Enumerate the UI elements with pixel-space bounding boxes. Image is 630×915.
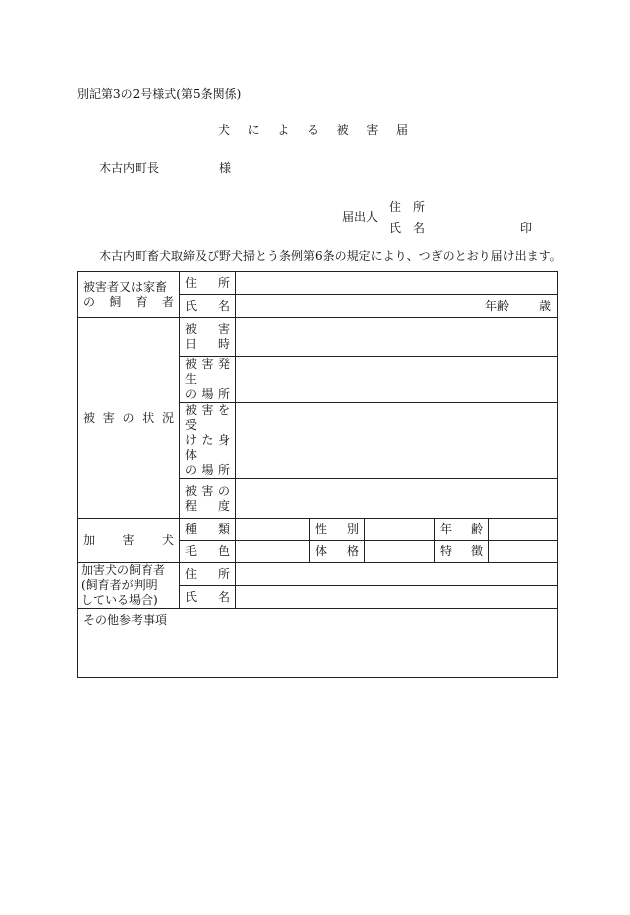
dog-color-label: 毛 色: [185, 544, 230, 558]
notifier-name-text: 氏 名: [389, 221, 425, 235]
victim-address-field[interactable]: [236, 272, 558, 295]
dog-build-field[interactable]: [365, 541, 435, 563]
damage-degree-field[interactable]: [236, 479, 558, 519]
victim-address-label: 住 所: [185, 275, 230, 290]
victim-age-label: 年齢: [485, 299, 510, 313]
victim-owner-label-line2: の 飼 育 者: [83, 294, 174, 309]
damage-body-label-line3: の 場 所: [185, 463, 230, 477]
dog-features-label: 特 徴: [440, 544, 483, 558]
dog-owner-name-label: 氏 名: [185, 589, 230, 604]
dog-owner-label-line3: している場合): [81, 593, 158, 607]
dog-owner-label-line1: 加害犬の飼育者: [81, 563, 166, 577]
honorific: 様: [219, 161, 232, 175]
victim-address-label-cell: [180, 272, 236, 295]
damage-degree-label-line1: 被 害 の: [185, 483, 230, 498]
damage-body-label-cell: [180, 403, 236, 479]
damage-body-label-line1: 被害を受: [185, 403, 230, 432]
damage-place-label-cell: [180, 357, 236, 403]
dog-breed-label-cell: [180, 519, 236, 541]
victim-name-label-cell: [180, 295, 236, 318]
form-title: [218, 123, 408, 137]
victim-name-label: 氏 名: [185, 298, 230, 313]
statement: 木古内町畜犬取締及び野犬掃とう条例第6条の規定により、つぎのとおり届け出ます。: [99, 249, 562, 263]
dog-owner-name-label-cell: [180, 586, 236, 609]
seal-label: 印: [520, 221, 533, 235]
notifier-address-text: 住 所: [389, 200, 425, 214]
dog-owner-address-row: [78, 563, 558, 586]
damage-date-field[interactable]: [236, 318, 558, 357]
damage-place-label-line2: の 場 所: [185, 387, 230, 401]
dog-age-label-cell: [435, 519, 489, 541]
dog-color-field[interactable]: [236, 541, 310, 563]
damage-date-label-line2: 日 時: [185, 337, 230, 351]
dog-age-field[interactable]: [489, 519, 558, 541]
dog-color-label-cell: [180, 541, 236, 563]
dog-sex-field[interactable]: [365, 519, 435, 541]
notifier-name-label: [389, 221, 425, 235]
victim-owner-label-line1: 被害者又は家畜: [83, 279, 168, 294]
notifier-label: 届出人: [342, 210, 379, 224]
damage-date-label-line1: 被 害: [185, 322, 230, 336]
victim-name-field[interactable]: [236, 295, 558, 318]
victim-age-unit: 歳: [539, 299, 552, 313]
dog-build-label-cell: [310, 541, 365, 563]
dog-row-1: [78, 519, 558, 541]
dog-owner-address-label: 住 所: [185, 566, 230, 581]
dog-owner-label-line2: (飼育者が判明: [81, 578, 158, 592]
victim-owner-label: [78, 272, 180, 318]
damage-status-label: [78, 318, 180, 519]
notifier-address-label: [389, 200, 425, 214]
dog-breed-label: 種 類: [185, 522, 230, 536]
dog-owner-address-field[interactable]: [236, 563, 558, 586]
form-number: 別記第3の2号様式(第5条関係): [77, 87, 242, 101]
dog-owner-label: [78, 563, 180, 609]
dog-build-label: 体 格: [315, 544, 359, 558]
other-remarks-label: その他参考事項: [83, 613, 168, 627]
damage-body-field[interactable]: [236, 403, 558, 479]
damage-place-label-line1: 被害発生: [185, 357, 230, 386]
offending-dog-label-text: 加 害 犬: [83, 533, 174, 547]
damage-degree-label-cell: [180, 479, 236, 519]
other-remarks-field[interactable]: [78, 609, 558, 678]
offending-dog-label: [78, 519, 180, 563]
dog-features-label-cell: [435, 541, 489, 563]
damage-status-label-text: 被 害 の 状 況: [83, 410, 174, 425]
victim-address-row: [78, 272, 558, 295]
damage-body-label-line2: けた身体: [185, 433, 230, 462]
dog-breed-field[interactable]: [236, 519, 310, 541]
damage-degree-label-line2: 程 度: [185, 498, 230, 513]
dog-age-label: 年 齢: [440, 522, 483, 536]
damage-date-label-cell: [180, 318, 236, 357]
notification-form-table: [77, 271, 558, 678]
form-title-text: 犬 に よ る 被 害 届: [218, 123, 408, 137]
dog-sex-label: 性 別: [315, 522, 359, 536]
dog-owner-name-field[interactable]: [236, 586, 558, 609]
dog-owner-address-label-cell: [180, 563, 236, 586]
addressee: 木古内町長: [99, 161, 160, 175]
other-row: [78, 609, 558, 678]
dog-features-field[interactable]: [489, 541, 558, 563]
dog-sex-label-cell: [310, 519, 365, 541]
damage-place-field[interactable]: [236, 357, 558, 403]
damage-date-row: [78, 318, 558, 357]
